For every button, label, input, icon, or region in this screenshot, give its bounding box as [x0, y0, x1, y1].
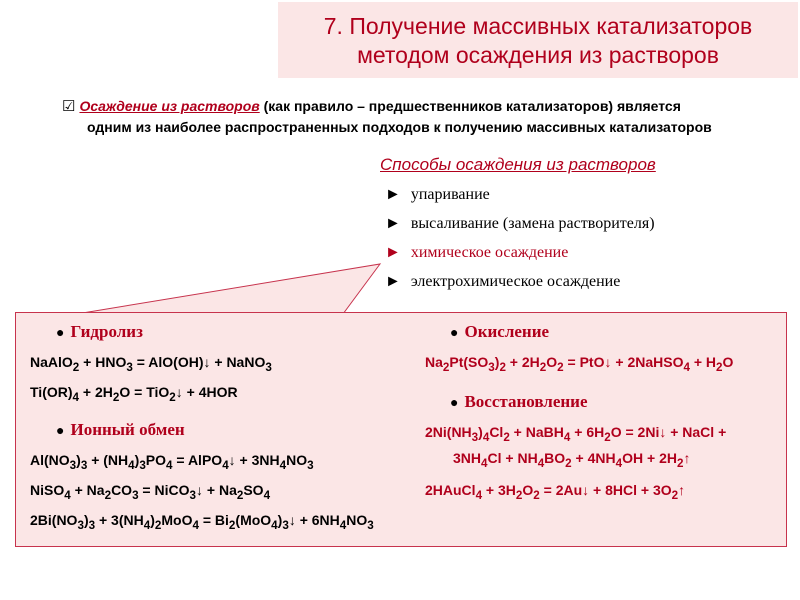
equation: $Ti(OR)_4 + 2H_2O$ = TiO$_2$↓ + 4HOR [30, 384, 238, 404]
equation: $2Bi(NO_3)_3 + 3(NH_4)_2MoO_4$ = $Bi_2(MoO_4)_3↓ + 6NH_4NO_3$ [30, 512, 374, 532]
bullet-icon: ● [56, 326, 65, 341]
equation: $2Ni(NH_3)_4Cl_2$ + NaBH$_4$ + $6H_2O$ = 2Ni↓ + NaCl + [425, 424, 727, 444]
bullet-icon: ● [56, 424, 65, 439]
intro-line-2: одним из наиболее распространенных подходов к получению массивных катализаторов [87, 119, 712, 135]
equation: 2HAuCl$_4$ + $3H_2O_2$ = 2Au↓ + $8HCl + 3O_2↑$ [425, 482, 686, 502]
equation: $3NH_4Cl + NH_4BO_2 + 4NH_4OH$ + $2H_2↑$ [453, 450, 691, 470]
heading-reduction: ● Восстановление [450, 392, 588, 411]
heading-exchange: ● Ионный обмен [56, 420, 185, 439]
equation: NiSO$_4$ + $Na_2CO_3$ = NiCO$_3$↓ + $Na_2SO_4$ [30, 482, 271, 502]
method-item: ► электрохимическое осаждение [385, 273, 621, 290]
equation: $Na_2Pt(SO_3)_2 + 2H_2O_2$ = PtO↓ + 2NaHSO$_4$ + $H_2O$ [425, 354, 734, 374]
methods-title: Способы осаждения из растворов [380, 155, 656, 174]
arrow-icon: ► [385, 273, 401, 290]
equation: $Al(NO_3)_3 + (NH_4)_3PO_4$ = AlPO$_4$↓ + $3NH_4NO_3$ [30, 452, 314, 472]
intro-rest: (как правило – предшественников катализаторов) является [259, 98, 681, 114]
arrow-icon: ► [385, 215, 401, 232]
bullet-icon: ● [450, 326, 459, 341]
equation: NaAlO$_2$ + $HNO_3$ = AlO(OH)↓ + NaNO$_3$ [30, 354, 272, 374]
method-item: ► упаривание [385, 186, 490, 203]
intro-term: Осаждение из растворов [79, 98, 260, 114]
title-line-2: методом осаждения из растворов [357, 42, 719, 68]
method-item-highlighted: ► химическое осаждение [385, 244, 569, 261]
arrow-icon: ► [385, 186, 401, 203]
method-item: ► высаливание (замена растворителя) [385, 215, 655, 232]
title-line-1: 7. Получение массивных катализаторов [323, 13, 753, 39]
checkbox-icon: ☑ [62, 98, 76, 115]
arrow-icon: ► [385, 244, 401, 261]
heading-hydrolysis: ● Гидролиз [56, 322, 143, 341]
bullet-icon: ● [450, 396, 459, 411]
heading-oxidation: ● Окисление [450, 322, 550, 341]
